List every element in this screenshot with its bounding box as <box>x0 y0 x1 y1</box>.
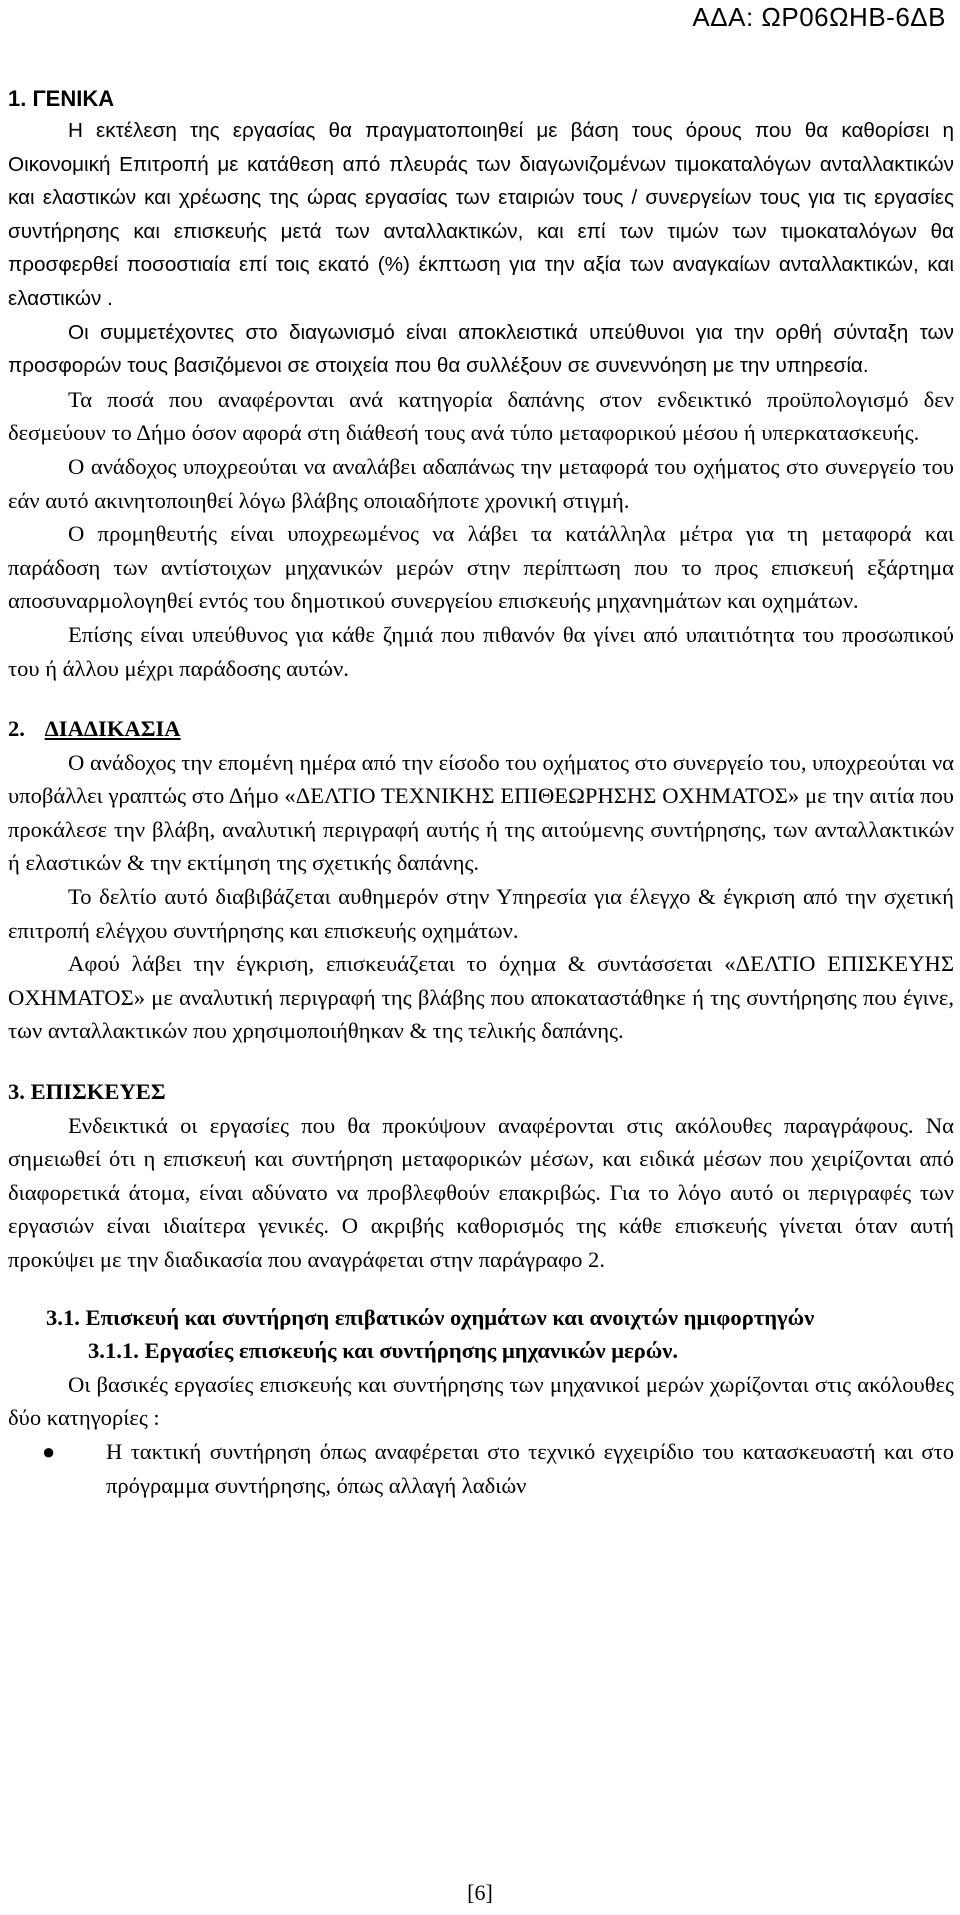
paragraph: Ο ανάδοχος την επομένη ημέρα από την είσοδο του οχήματος στο συνεργείο του, υποχρεούται να υποβάλλει γραπτώς στο Δήμο «ΔΕΛΤΙΟ ΤΕΧΝΙΚΗΣ ΕΠΙΘΕΩΡΗΣΗΣ ΟΧΗΜΑΤΟΣ» με την αιτία που προκάλεσε την βλάβη, αναλυτική περιγραφή αυτής ή της αιτούμενης συντήρησης, των ανταλλακτικών ή ελαστικών & την εκτίμηση της σχετικής δαπάνης. <box>8 749 954 876</box>
subsection-3-1-1-heading: 3.1.1. Εργασίες επισκευής και συντήρησης μηχανικών μερών. <box>88 1338 679 1364</box>
paragraph: Αφού λάβει την έγκριση, επισκευάζεται το όχημα & συντάσσεται «ΔΕΛΤΙΟ ΕΠΙΣΚΕΥΗΣ ΟΧΗΜΑΤΟΣ» με αναλυτική περιγραφή της βλάβης που αποκαταστάθηκε ή της συντήρησης που έγινε, των ανταλλακτικών που χρησιμοποιήθηκαν & της τελικής δαπάνης. <box>8 951 954 1044</box>
subsection-3-1-heading: 3.1. Επισκευή και συντήρηση επιβατικών οχημάτων και ανοιχτών ημιφορτηγών <box>46 1304 815 1330</box>
section-2-title: ΔΙΑΔΙΚΑΣΙΑ <box>44 716 181 742</box>
section-1-heading: 1. ΓΕΝΙΚΑ <box>8 86 115 111</box>
bullet-text: Η τακτική συντήρηση όπως αναφέρεται στο τεχνικό εγχειρίδιο του κατασκευαστή και στο πρόγραμμα συντήρησης, όπως αλλαγή λαδιών <box>106 1438 954 1498</box>
paragraph: Τα ποσά που αναφέρονται ανά κατηγορία δαπάνης στον ενδεικτικό προϋπολογισμό δεν δεσμεύουν το Δήμο όσον αφορά στη διάθεσή τους ανά τύπο μεταφορικού μέσου ή υπερκατασκευής. <box>8 386 954 446</box>
paragraph: Η εκτέλεση της εργασίας θα πραγματοποιηθεί με βάση τους όρους που θα καθορίσει η Οικονομική Επιτροπή με κατάθεση από πλευράς των διαγωνιζομένων τιμοκαταλόγων ανταλλακτικών και ελαστικών και χρέωσης της ώρας εργασίας των εταιριών τους / συνεργείων τους για τις εργασίες συντήρησης και επισκευής μετά των ανταλλακτικών, και επί των τιμών των τιμοκαταλόγων θα προσφερθεί ποσοστιαία επί τοις εκατό (%) έκπτωση για την αξία των αναγκαίων ανταλλακτικών, και ελαστικών . <box>8 119 954 310</box>
paragraph: Οι συμμετέχοντες στο διαγωνισμό είναι αποκλειστικά υπεύθυνοι για την ορθή σύνταξη των προσφορών τους βασιζόμενοι σε στοιχεία που θα συλλέξουν σε συνεννόηση με την υπηρεσία. <box>8 320 954 378</box>
bullet-dot-icon: ● <box>42 1438 56 1464</box>
paragraph: Επίσης είναι υπεύθυνος για κάθε ζημιά που πιθανόν θα γίνει από υπαιτιότητα του προσωπικού του ή άλλου μέχρι παράδοσης αυτών. <box>8 621 954 681</box>
paragraph: Ο ανάδοχος υποχρεούται να αναλάβει αδαπάνως την μεταφορά του οχήματος στο συνεργείο του εάν αυτό ακινητοποιηθεί λόγω βλάβης οποιαδήποτε χρονική στιγμή. <box>8 453 954 513</box>
paragraph: Ο προμηθευτής είναι υποχρεωμένος να λάβει τα κατάλληλα μέτρα για τη μεταφορά και παράδοση των αντίστοιχων μηχανικών μερών στην περίπτωση που το προς επισκευή εξάρτημα αποσυναρμολογηθεί εντός του δημοτικού συνεργείου επισκευής μηχανημάτων και οχημάτων. <box>8 521 954 614</box>
ada-code: ΑΔΑ: ΩΡ06ΩΗΒ-6ΔΒ <box>692 2 946 32</box>
bullet-item <box>8 1435 954 1502</box>
document-body <box>8 84 954 1502</box>
section-3-heading: 3. ΕΠΙΣΚΕΥΕΣ <box>8 1079 166 1105</box>
section-2-number: 2. <box>8 716 25 742</box>
paragraph: Το δελτίο αυτό διαβιβάζεται αυθημερόν στην Υπηρεσία για έλεγχο & έγκριση από την σχετική επιτροπή ελέγχου συντήρησης και επισκευής οχημάτων. <box>8 884 954 943</box>
paragraph: Ενδεικτικά οι εργασίες που θα προκύψουν αναφέρονται στις ακόλουθες παραγράφους. Να σημειωθεί ότι η επισκευή και συντήρηση μεταφορικών μέσων, και ειδικά μέσων που χειρίζονται από διαφορετικά άτομα, είναι αδύνατο να προβλεφθούν επακριβώς. Για το λόγο αυτό οι περιγραφές των εργασιών είναι ιδιαίτερα γενικές. Ο ακριβής καθορισμός της κάθε επισκευής γίνεται όταν αυτή προκύψει με την διαδικασία που αναγράφεται στην παράγραφο 2. <box>8 1112 954 1272</box>
paragraph: Οι βασικές εργασίες επισκευής και συντήρησης των μηχανικοί μερών χωρίζονται στις ακόλουθες δύο κατηγορίες : <box>8 1371 954 1431</box>
section-2-heading <box>8 712 954 746</box>
page-number: [6] <box>467 1880 493 1905</box>
